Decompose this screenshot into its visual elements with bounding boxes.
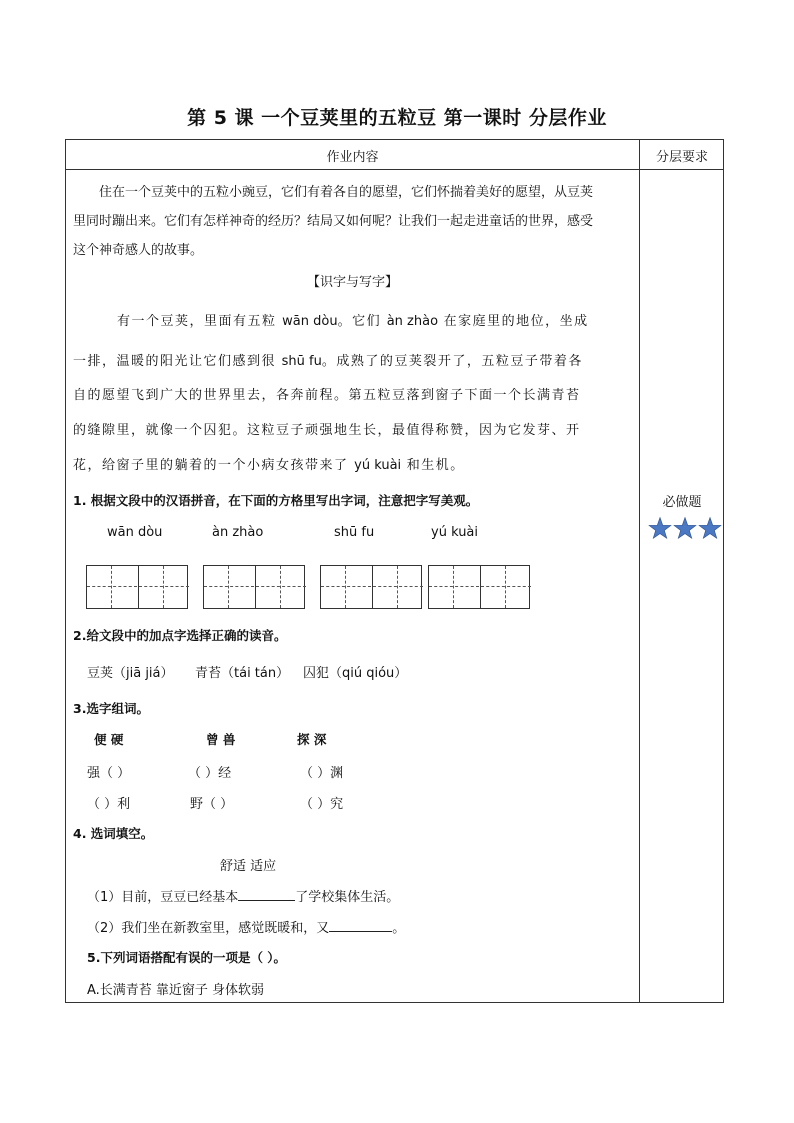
fill-sentence: （2）我们坐在新教室里，感觉既暖和，又 。	[87, 921, 406, 936]
section-heading: 【识字与写字】	[306, 275, 398, 290]
answer-blank	[329, 919, 392, 932]
question-2: 2.给文段中的加点字选择正确的读音。	[73, 628, 287, 643]
writing-grid[interactable]	[320, 565, 422, 609]
word-choices: 舒适 适应	[220, 859, 277, 874]
writing-grid[interactable]	[203, 565, 305, 609]
column-divider	[639, 140, 640, 1002]
intro-line: 住在一个豆荚中的五粒小豌豆，它们有着各自的愿望，它们怀揣着美好的愿望，从豆荚	[99, 185, 594, 200]
pinyin-prompt: àn zhào	[386, 314, 439, 329]
passage-line: 一排，温暖的阳光让它们感到很 shū fu。成熟了的豆荚裂开了，五粒豆子带着各	[73, 354, 583, 369]
pinyin-prompt: shū fu	[281, 354, 322, 369]
intro-paragraph	[73, 178, 633, 265]
pinyin-label: wān dòu	[107, 525, 163, 540]
writing-grid[interactable]	[428, 565, 530, 609]
reading-option: 豆荚（jiā jiá）	[87, 666, 174, 681]
option-a: A.长满青苔 靠近窗子 身体软弱	[87, 983, 265, 998]
answer-blank	[238, 888, 295, 901]
passage-line: 自的愿望飞到广大的世界里去，各奔前程。第五粒豆落到窗子下面一个长满青苔	[73, 388, 581, 403]
reading-option: 青苔（tái tán）	[195, 666, 290, 681]
star-icon	[699, 518, 721, 539]
word-blank: （ ）经	[188, 766, 232, 781]
passage-line: 的缝隙里，就像一个囚犯。这粒豆子顽强地生长，最值得称赞，因为它发芽、开	[73, 423, 581, 438]
level-column-header: 分层要求	[655, 150, 708, 165]
question-5: 5.下列词语搭配有误的一项是（ ）。	[87, 950, 287, 965]
char-pair: 曾 兽	[206, 732, 236, 747]
difficulty-stars	[648, 516, 722, 542]
level-label: 必做题	[662, 495, 702, 510]
star-icon	[674, 518, 696, 539]
question-3: 3.选字组词。	[73, 701, 149, 716]
word-blank: 野（ ）	[190, 797, 234, 812]
passage-line: 有一个豆荚，里面有五粒 wān dòu。它们 àn zhào 在家庭里的地位，坐成	[117, 314, 589, 329]
pinyin-label: àn zhào	[212, 525, 264, 540]
pinyin-prompt: yú kuài	[354, 458, 402, 473]
header-divider	[66, 169, 723, 170]
reading-option: 囚犯（qiú qióu）	[303, 666, 408, 681]
question-4: 4. 选词填空。	[73, 826, 154, 841]
pinyin-label: shū fu	[334, 525, 375, 540]
writing-grid[interactable]	[86, 565, 188, 609]
passage-line: 花，给窗子里的躺着的一个小病女孩带来了 yú kuài 和生机。	[73, 458, 465, 473]
content-column-header: 作业内容	[326, 150, 379, 165]
homework-table	[65, 139, 724, 1003]
fill-sentence: （1）目前，豆豆已经基本 了学校集体生活。	[87, 890, 400, 905]
word-blank: （ ）利	[87, 797, 131, 812]
intro-line: 这个神奇感人的故事。	[73, 243, 204, 258]
word-blank: （ ）渊	[300, 766, 344, 781]
pinyin-prompt: wān dòu	[282, 314, 338, 329]
pinyin-label: yú kuài	[431, 525, 479, 540]
char-pair: 探 深	[297, 732, 327, 747]
char-pair: 便 硬	[94, 732, 124, 747]
question-1: 1. 根据文段中的汉语拼音，在下面的方格里写出字词，注意把字写美观。	[73, 493, 479, 508]
word-blank: （ ）究	[300, 797, 344, 812]
star-icon	[649, 518, 671, 539]
page-title: 第 5 课 一个豆荚里的五粒豆 第一课时 分层作业	[187, 107, 607, 129]
intro-line: 里同时蹦出来。它们有怎样神奇的经历？结局又如何呢？让我们一起走进童话的世界，感受	[73, 214, 594, 229]
word-blank: 强（ ）	[87, 766, 131, 781]
